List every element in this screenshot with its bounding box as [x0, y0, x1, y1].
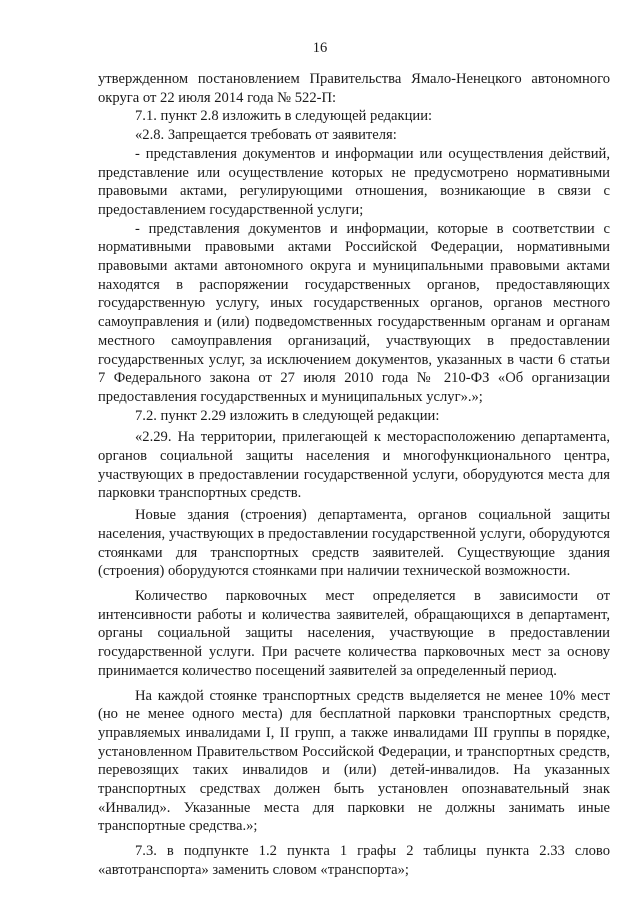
paragraph-2-8-item-1: - представления документов и информации или осуществления действий, представление или осуществление которых не предусмотрено нормативными правовыми актами, регулирующими отношения, возникающие в связи с предоставлением государственной услуги;: [98, 145, 610, 218]
page-number: 16: [312, 40, 328, 56]
paragraph-parking-count: Количество парковочных мест определяется в зависимости от интенсивности работы и количества заявителей, обращающихся в департамент, органы социальной защиты населения, участвующие в предоставлении государственной услуги. При расчете количества парковочных мест за основу принимается количество посещений заявителей за определенный период.: [98, 587, 610, 679]
paragraph-2-8-item-2: - представления документов и информации, которые в соответствии с нормативными правовыми актами Российской Федерации, нормативными правовыми актами автономного округа и муниципальными правовыми актами находятся в распоряжении государственных органов, предоставляющих государственную услугу, иных государственных органов, органов местного самоуправления и (или) подведомственных государственным органам и органам местного самоуправления организаций, участвующих в предоставлении государственных услуг, за исключением документов, указанных в части 6 статьи 7 Федерального закона от 27 июля 2010 года № 210-ФЗ «Об организации предоставления государственных и муниципальных услуг».»;: [98, 220, 610, 405]
document-body: [98, 70, 610, 880]
paragraph-2-8-heading: «2.8. Запрещается требовать от заявителя:: [135, 127, 397, 144]
paragraph-7-2: 7.2. пункт 2.29 изложить в следующей редакции:: [135, 407, 440, 424]
paragraph-disabled-parking: На каждой стоянке транспортных средств выделяется не менее 10% мест (но не менее одного места) для бесплатной парковки транспортных средств, управляемых инвалидами I, II групп, а также инвалидами III группы в порядке, установленном Правительством Российской Федерации, и транспортных средств, перевозящих таких инвалидов и (или) детей-инвалидов. На указанных транспортных средствах должен быть установлен опознавательный знак «Инвалид». Указанные места для парковки не должны занимать иные транспортные средства.»;: [98, 687, 610, 835]
paragraph-new-buildings: Новые здания (строения) департамента, органов социальной защиты населения, участвующих в предоставлении государственной услуги, оборудуются стоянками для транспортных средств заявителей. Существующие здания (строения) оборудуются стоянками при наличии технической возможности.: [98, 507, 610, 580]
paragraph-7-3: 7.3. в подпункте 1.2 пункта 1 графы 2 таблицы пункта 2.33 слово «автотранспорта» заменить словом «транспорта»;: [98, 843, 610, 878]
paragraph-2-29: «2.29. На территории, прилегающей к месторасположению департамента, органов социальной защиты населения и многофункционального центра, участвующих в предоставлении государственной услуги, оборудуются места для парковки транспортных средств.: [98, 429, 610, 502]
paragraph-7-1: 7.1. пункт 2.8 изложить в следующей редакции:: [135, 108, 433, 125]
paragraph-intro: утвержденном постановлением Правительства Ямало-Ненецкого автономного округа от 22 июля 2014 года № 522-П:: [98, 71, 610, 106]
